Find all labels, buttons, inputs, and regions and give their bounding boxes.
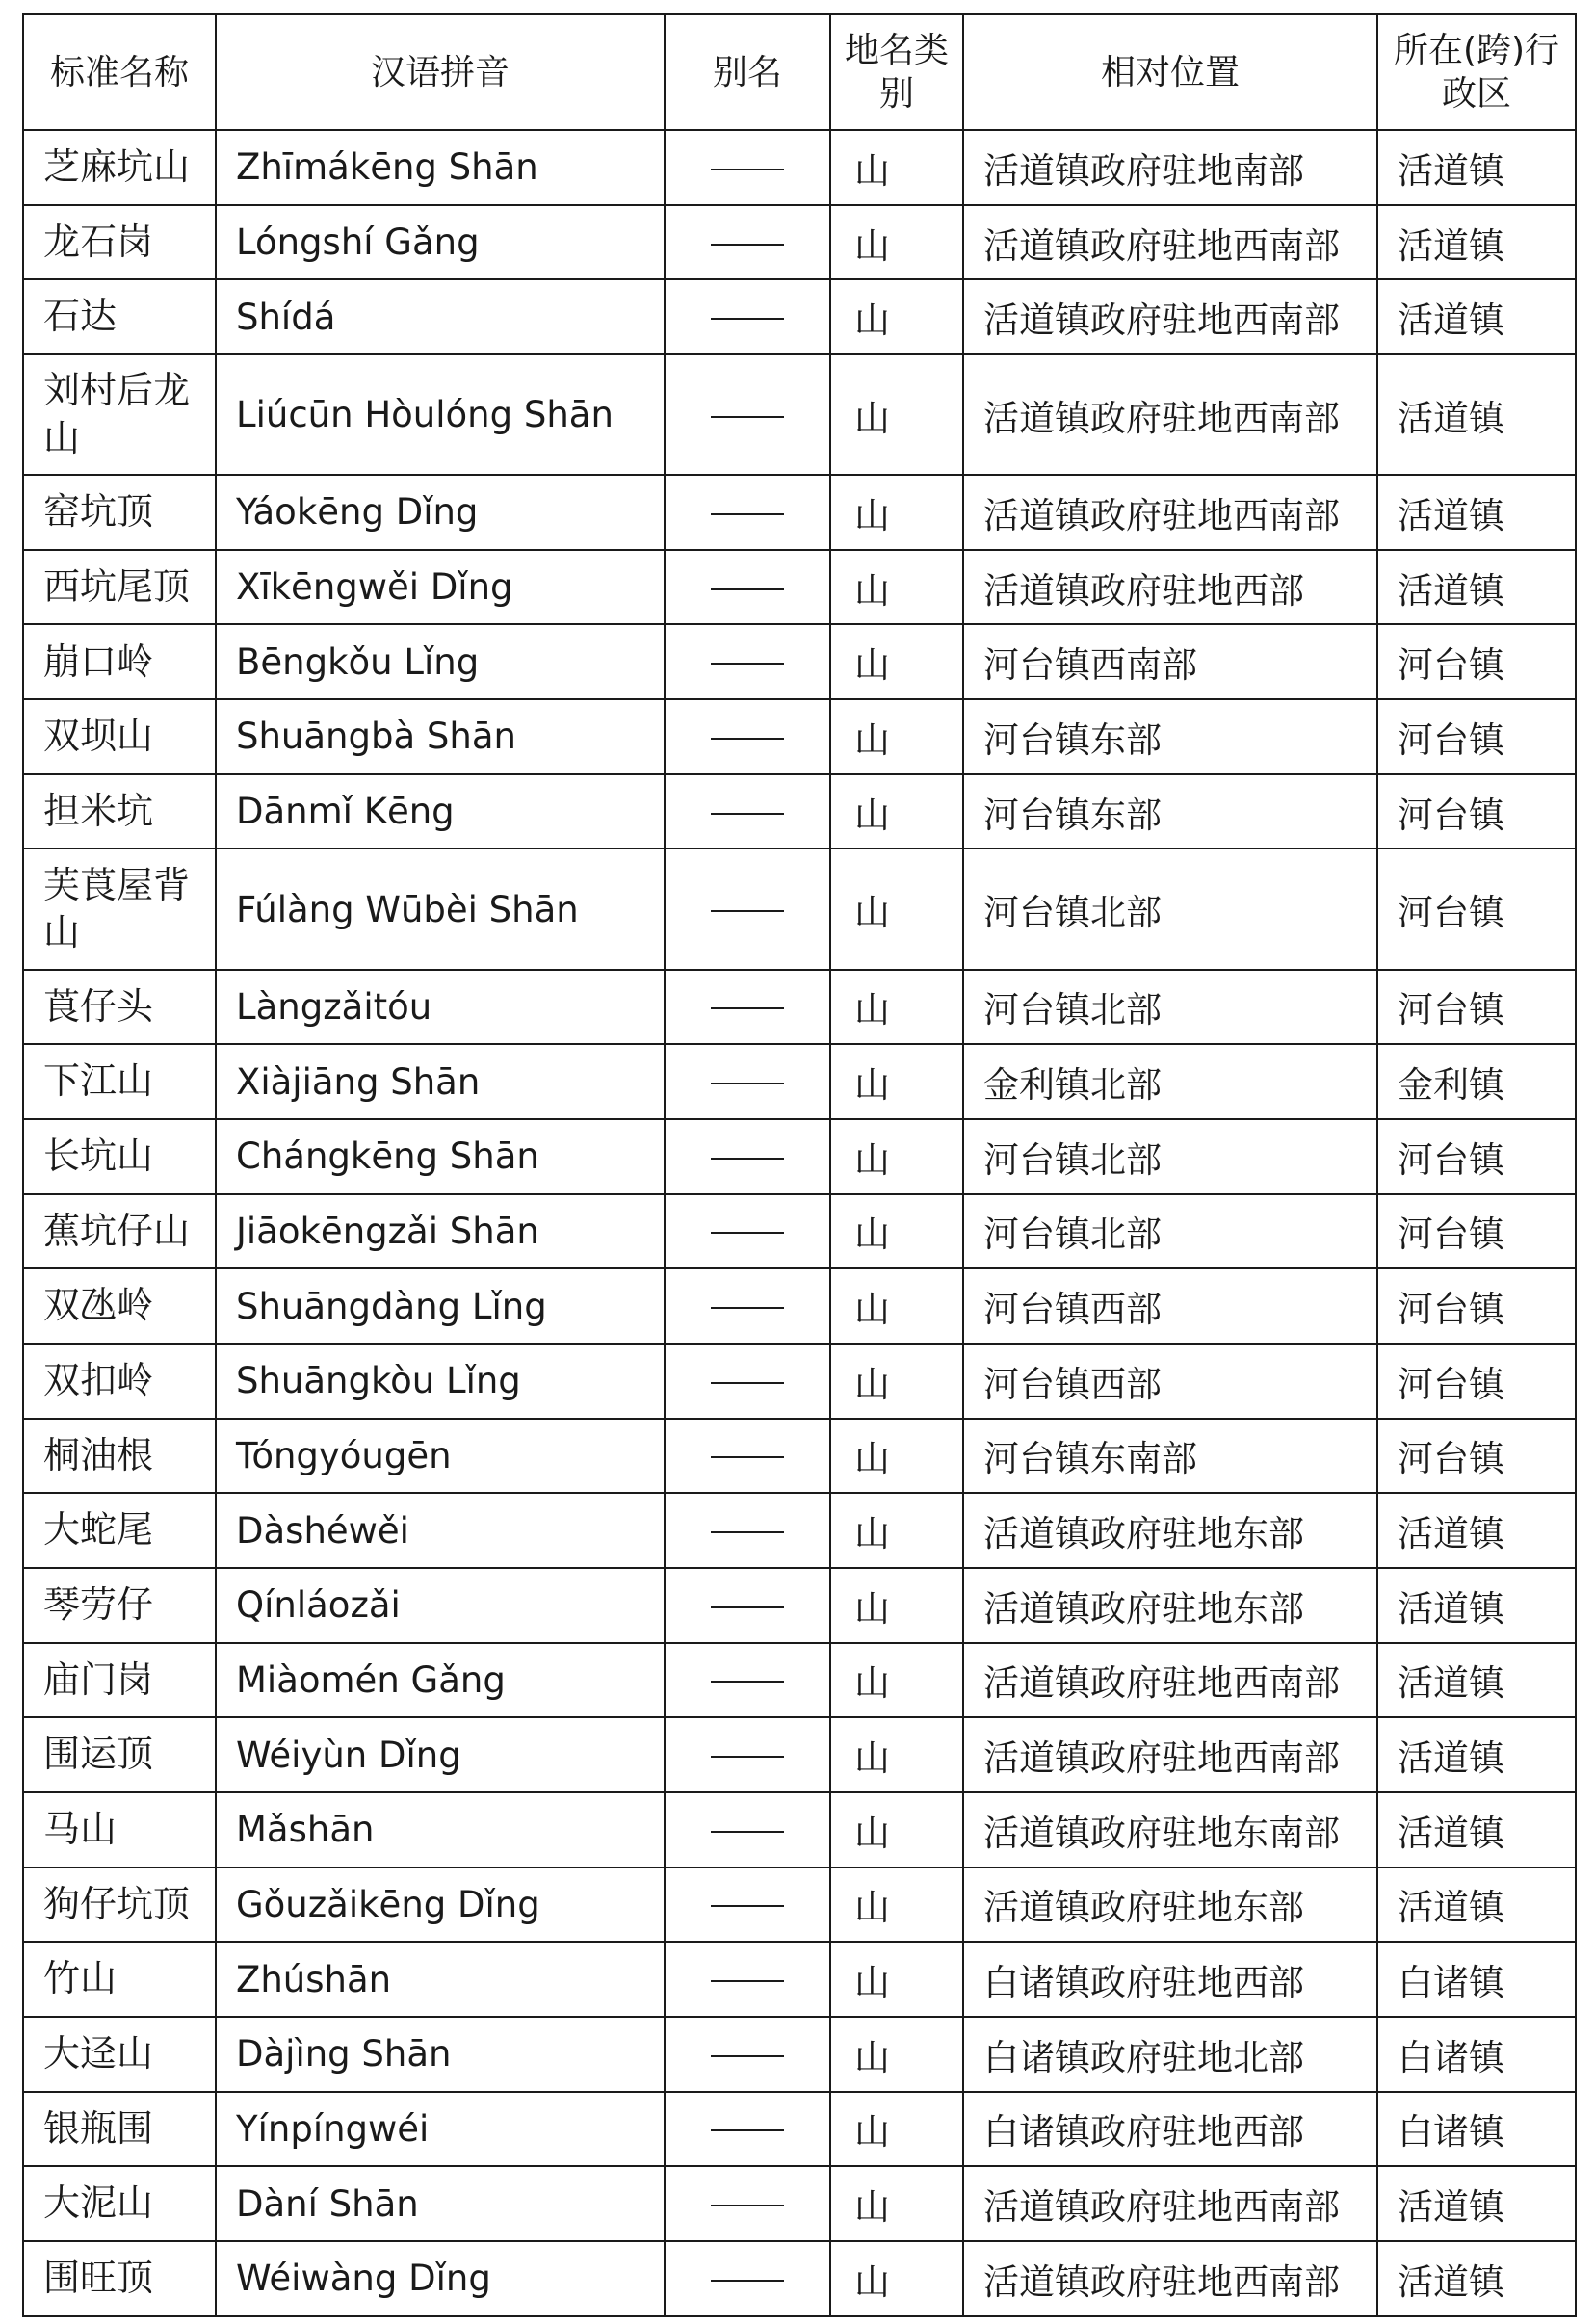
cell-relative-position: 活道镇政府驻地西南部 xyxy=(963,475,1377,550)
table-row xyxy=(23,1119,1576,1194)
cell-standard-name: 围旺顶 xyxy=(23,2241,216,2316)
cell-district: 河台镇 xyxy=(1377,699,1576,774)
cell-category: 山 xyxy=(830,774,963,849)
cell-category: 山 xyxy=(830,2017,963,2092)
cell-category: 山 xyxy=(830,354,963,475)
table-row xyxy=(23,970,1576,1045)
cell-pinyin: Wéiwàng Dǐng xyxy=(216,2241,665,2316)
cell-pinyin: Xīkēngwěi Dǐng xyxy=(216,550,665,625)
cell-standard-name: 石达 xyxy=(23,279,216,354)
cell-district: 活道镇 xyxy=(1377,1643,1576,1718)
empty-alias-dash xyxy=(711,416,784,418)
cell-standard-name: 芙莨屋背山 xyxy=(23,849,216,969)
cell-standard-name: 围运顶 xyxy=(23,1717,216,1792)
cell-alias xyxy=(665,2166,830,2241)
empty-alias-dash xyxy=(711,1831,784,1833)
cell-pinyin: Bēngkǒu Lǐng xyxy=(216,624,665,699)
cell-category: 山 xyxy=(830,1643,963,1718)
cell-standard-name: 双扣岭 xyxy=(23,1344,216,1419)
empty-alias-dash xyxy=(711,169,784,170)
empty-alias-dash xyxy=(711,1007,784,1009)
cell-standard-name: 庙门岗 xyxy=(23,1643,216,1718)
cell-standard-name: 担米坑 xyxy=(23,774,216,849)
cell-category: 山 xyxy=(830,2166,963,2241)
cell-standard-name: 龙石岗 xyxy=(23,205,216,280)
table-row xyxy=(23,205,1576,280)
cell-district: 金利镇 xyxy=(1377,1044,1576,1119)
cell-district: 河台镇 xyxy=(1377,849,1576,969)
cell-pinyin: Zhúshān xyxy=(216,1942,665,2017)
table-row xyxy=(23,1268,1576,1344)
cell-standard-name: 莨仔头 xyxy=(23,970,216,1045)
table-row xyxy=(23,849,1576,969)
cell-category: 山 xyxy=(830,475,963,550)
cell-category: 山 xyxy=(830,205,963,280)
cell-category: 山 xyxy=(830,1568,963,1643)
cell-alias xyxy=(665,550,830,625)
cell-relative-position: 活道镇政府驻地西南部 xyxy=(963,2241,1377,2316)
cell-alias xyxy=(665,1344,830,1419)
table-row xyxy=(23,1419,1576,1494)
table-row xyxy=(23,1867,1576,1943)
cell-standard-name: 双坝山 xyxy=(23,699,216,774)
table-row xyxy=(23,475,1576,550)
cell-standard-name: 崩口岭 xyxy=(23,624,216,699)
cell-alias xyxy=(665,279,830,354)
cell-pinyin: Shídá xyxy=(216,279,665,354)
empty-alias-dash xyxy=(711,1531,784,1533)
cell-district: 河台镇 xyxy=(1377,774,1576,849)
cell-standard-name: 西坑尾顶 xyxy=(23,550,216,625)
cell-relative-position: 活道镇政府驻地西部 xyxy=(963,550,1377,625)
header-standard-name: 标准名称 xyxy=(23,14,216,130)
cell-category: 山 xyxy=(830,849,963,969)
cell-pinyin: Yínpíngwéi xyxy=(216,2092,665,2167)
empty-alias-dash xyxy=(711,513,784,515)
cell-relative-position: 河台镇北部 xyxy=(963,849,1377,969)
empty-alias-dash xyxy=(711,1905,784,1907)
cell-pinyin: Mǎshān xyxy=(216,1792,665,1867)
cell-standard-name: 大泥山 xyxy=(23,2166,216,2241)
cell-standard-name: 窑坑顶 xyxy=(23,475,216,550)
cell-relative-position: 河台镇北部 xyxy=(963,970,1377,1045)
cell-relative-position: 活道镇政府驻地东南部 xyxy=(963,1792,1377,1867)
cell-alias xyxy=(665,1044,830,1119)
cell-alias xyxy=(665,699,830,774)
cell-relative-position: 活道镇政府驻地东部 xyxy=(963,1493,1377,1568)
cell-standard-name: 长坑山 xyxy=(23,1119,216,1194)
cell-pinyin: Shuāngbà Shān xyxy=(216,699,665,774)
cell-category: 山 xyxy=(830,970,963,1045)
cell-alias xyxy=(665,1493,830,1568)
empty-alias-dash xyxy=(711,1382,784,1384)
cell-district: 河台镇 xyxy=(1377,1194,1576,1269)
empty-alias-dash xyxy=(711,1456,784,1458)
cell-district: 白诸镇 xyxy=(1377,2092,1576,2167)
cell-alias xyxy=(665,354,830,475)
table-row xyxy=(23,1044,1576,1119)
empty-alias-dash xyxy=(711,2055,784,2057)
cell-pinyin: Zhīmákēng Shān xyxy=(216,130,665,205)
cell-relative-position: 活道镇政府驻地西南部 xyxy=(963,1643,1377,1718)
cell-standard-name: 大迳山 xyxy=(23,2017,216,2092)
cell-district: 活道镇 xyxy=(1377,2166,1576,2241)
table-row xyxy=(23,2017,1576,2092)
cell-relative-position: 活道镇政府驻地西南部 xyxy=(963,205,1377,280)
empty-alias-dash xyxy=(711,1756,784,1758)
cell-district: 活道镇 xyxy=(1377,1867,1576,1943)
cell-district: 河台镇 xyxy=(1377,1344,1576,1419)
cell-alias xyxy=(665,849,830,969)
place-name-table xyxy=(22,13,1577,2317)
cell-district: 河台镇 xyxy=(1377,1119,1576,1194)
empty-alias-dash xyxy=(711,244,784,246)
cell-category: 山 xyxy=(830,1493,963,1568)
cell-pinyin: Miàomén Gǎng xyxy=(216,1643,665,1718)
cell-alias xyxy=(665,1942,830,2017)
cell-alias xyxy=(665,1268,830,1344)
cell-alias xyxy=(665,1419,830,1494)
cell-relative-position: 河台镇东部 xyxy=(963,699,1377,774)
header-alias: 别名 xyxy=(665,14,830,130)
cell-pinyin: Làngzǎitóu xyxy=(216,970,665,1045)
cell-relative-position: 活道镇政府驻地西南部 xyxy=(963,279,1377,354)
cell-pinyin: Lóngshí Gǎng xyxy=(216,205,665,280)
cell-relative-position: 活道镇政府驻地西南部 xyxy=(963,2166,1377,2241)
cell-pinyin: Shuāngkòu Lǐng xyxy=(216,1344,665,1419)
cell-standard-name: 琴劳仔 xyxy=(23,1568,216,1643)
table-body xyxy=(23,130,1576,2316)
cell-relative-position: 活道镇政府驻地东部 xyxy=(963,1568,1377,1643)
cell-district: 河台镇 xyxy=(1377,1419,1576,1494)
cell-district: 河台镇 xyxy=(1377,1268,1576,1344)
cell-pinyin: Jiāokēngzǎi Shān xyxy=(216,1194,665,1269)
cell-alias xyxy=(665,1119,830,1194)
cell-category: 山 xyxy=(830,624,963,699)
cell-category: 山 xyxy=(830,1044,963,1119)
cell-relative-position: 金利镇北部 xyxy=(963,1044,1377,1119)
table-row xyxy=(23,1942,1576,2017)
cell-category: 山 xyxy=(830,699,963,774)
table-row xyxy=(23,2241,1576,2316)
cell-district: 活道镇 xyxy=(1377,1717,1576,1792)
cell-district: 河台镇 xyxy=(1377,970,1576,1045)
cell-alias xyxy=(665,2092,830,2167)
table-row xyxy=(23,2166,1576,2241)
table-row xyxy=(23,1493,1576,1568)
empty-alias-dash xyxy=(711,588,784,590)
table-row xyxy=(23,279,1576,354)
table-row xyxy=(23,699,1576,774)
cell-standard-name: 大蛇尾 xyxy=(23,1493,216,1568)
empty-alias-dash xyxy=(711,813,784,815)
empty-alias-dash xyxy=(711,1232,784,1234)
cell-relative-position: 白诸镇政府驻地北部 xyxy=(963,2017,1377,2092)
empty-alias-dash xyxy=(711,910,784,912)
cell-district: 白诸镇 xyxy=(1377,2017,1576,2092)
header-pinyin: 汉语拼音 xyxy=(216,14,665,130)
cell-district: 活道镇 xyxy=(1377,130,1576,205)
cell-alias xyxy=(665,475,830,550)
cell-district: 活道镇 xyxy=(1377,1568,1576,1643)
cell-pinyin: Shuāngdàng Lǐng xyxy=(216,1268,665,1344)
cell-category: 山 xyxy=(830,2241,963,2316)
cell-standard-name: 下江山 xyxy=(23,1044,216,1119)
cell-relative-position: 活道镇政府驻地西南部 xyxy=(963,1717,1377,1792)
cell-category: 山 xyxy=(830,1268,963,1344)
cell-relative-position: 河台镇东南部 xyxy=(963,1419,1377,1494)
cell-pinyin: Qínláozǎi xyxy=(216,1568,665,1643)
cell-alias xyxy=(665,970,830,1045)
cell-relative-position: 河台镇北部 xyxy=(963,1194,1377,1269)
table-row xyxy=(23,1717,1576,1792)
empty-alias-dash xyxy=(711,663,784,665)
table-row xyxy=(23,1344,1576,1419)
cell-standard-name: 狗仔坑顶 xyxy=(23,1867,216,1943)
cell-alias xyxy=(665,624,830,699)
cell-relative-position: 活道镇政府驻地东部 xyxy=(963,1867,1377,1943)
cell-category: 山 xyxy=(830,279,963,354)
cell-alias xyxy=(665,1717,830,1792)
table-row xyxy=(23,1194,1576,1269)
cell-standard-name: 芝麻坑山 xyxy=(23,130,216,205)
cell-category: 山 xyxy=(830,130,963,205)
cell-alias xyxy=(665,1194,830,1269)
empty-alias-dash xyxy=(711,1083,784,1084)
cell-relative-position: 河台镇北部 xyxy=(963,1119,1377,1194)
table-row xyxy=(23,130,1576,205)
cell-alias xyxy=(665,1568,830,1643)
cell-category: 山 xyxy=(830,1344,963,1419)
cell-standard-name: 马山 xyxy=(23,1792,216,1867)
cell-alias xyxy=(665,205,830,280)
cell-alias xyxy=(665,774,830,849)
cell-pinyin: Wéiyùn Dǐng xyxy=(216,1717,665,1792)
cell-alias xyxy=(665,1867,830,1943)
cell-district: 河台镇 xyxy=(1377,624,1576,699)
cell-relative-position: 河台镇东部 xyxy=(963,774,1377,849)
cell-district: 活道镇 xyxy=(1377,550,1576,625)
cell-district: 活道镇 xyxy=(1377,475,1576,550)
cell-category: 山 xyxy=(830,1717,963,1792)
cell-pinyin: Xiàjiāng Shān xyxy=(216,1044,665,1119)
cell-alias xyxy=(665,1792,830,1867)
cell-standard-name: 蕉坑仔山 xyxy=(23,1194,216,1269)
empty-alias-dash xyxy=(711,2205,784,2206)
cell-relative-position: 活道镇政府驻地南部 xyxy=(963,130,1377,205)
cell-pinyin: Fúlàng Wūbèi Shān xyxy=(216,849,665,969)
cell-category: 山 xyxy=(830,1942,963,2017)
cell-pinyin: Gǒuzǎikēng Dǐng xyxy=(216,1867,665,1943)
cell-alias xyxy=(665,2241,830,2316)
cell-pinyin: Dàshéwěi xyxy=(216,1493,665,1568)
header-relative-position: 相对位置 xyxy=(963,14,1377,130)
empty-alias-dash xyxy=(711,2129,784,2131)
empty-alias-dash xyxy=(711,1681,784,1683)
table-row xyxy=(23,1643,1576,1718)
cell-pinyin: Chángkēng Shān xyxy=(216,1119,665,1194)
cell-relative-position: 白诸镇政府驻地西部 xyxy=(963,1942,1377,2017)
empty-alias-dash xyxy=(711,2280,784,2282)
cell-category: 山 xyxy=(830,2092,963,2167)
cell-pinyin: Dàní Shān xyxy=(216,2166,665,2241)
cell-category: 山 xyxy=(830,1119,963,1194)
cell-alias xyxy=(665,1643,830,1718)
cell-relative-position: 河台镇西部 xyxy=(963,1344,1377,1419)
cell-relative-position: 白诸镇政府驻地西部 xyxy=(963,2092,1377,2167)
empty-alias-dash xyxy=(711,738,784,740)
cell-standard-name: 竹山 xyxy=(23,1942,216,2017)
empty-alias-dash xyxy=(711,318,784,320)
cell-category: 山 xyxy=(830,1419,963,1494)
table-row xyxy=(23,1568,1576,1643)
cell-relative-position: 河台镇西南部 xyxy=(963,624,1377,699)
table-row xyxy=(23,1792,1576,1867)
cell-district: 白诸镇 xyxy=(1377,1942,1576,2017)
header-row xyxy=(23,14,1576,130)
cell-pinyin: Yáokēng Dǐng xyxy=(216,475,665,550)
cell-category: 山 xyxy=(830,1792,963,1867)
cell-pinyin: Tóngyóugēn xyxy=(216,1419,665,1494)
cell-pinyin: Liúcūn Hòulóng Shān xyxy=(216,354,665,475)
cell-category: 山 xyxy=(830,1867,963,1943)
cell-district: 活道镇 xyxy=(1377,2241,1576,2316)
cell-standard-name: 银瓶围 xyxy=(23,2092,216,2167)
empty-alias-dash xyxy=(711,1158,784,1160)
cell-district: 活道镇 xyxy=(1377,205,1576,280)
table-row xyxy=(23,774,1576,849)
cell-standard-name: 刘村后龙山 xyxy=(23,354,216,475)
cell-district: 活道镇 xyxy=(1377,354,1576,475)
empty-alias-dash xyxy=(711,1606,784,1608)
cell-district: 活道镇 xyxy=(1377,1792,1576,1867)
table-row xyxy=(23,624,1576,699)
cell-category: 山 xyxy=(830,550,963,625)
cell-standard-name: 桐油根 xyxy=(23,1419,216,1494)
cell-pinyin: Dānmǐ Kēng xyxy=(216,774,665,849)
table-row xyxy=(23,354,1576,475)
table-row xyxy=(23,550,1576,625)
cell-relative-position: 活道镇政府驻地西南部 xyxy=(963,354,1377,475)
cell-relative-position: 河台镇西部 xyxy=(963,1268,1377,1344)
cell-standard-name: 双氹岭 xyxy=(23,1268,216,1344)
header-district: 所在(跨)行政区 xyxy=(1377,14,1576,130)
cell-district: 活道镇 xyxy=(1377,1493,1576,1568)
cell-category: 山 xyxy=(830,1194,963,1269)
cell-alias xyxy=(665,2017,830,2092)
empty-alias-dash xyxy=(711,1307,784,1309)
cell-district: 活道镇 xyxy=(1377,279,1576,354)
header-category: 地名类别 xyxy=(830,14,963,130)
empty-alias-dash xyxy=(711,1980,784,1982)
cell-pinyin: Dàjìng Shān xyxy=(216,2017,665,2092)
cell-alias xyxy=(665,130,830,205)
table-row xyxy=(23,2092,1576,2167)
